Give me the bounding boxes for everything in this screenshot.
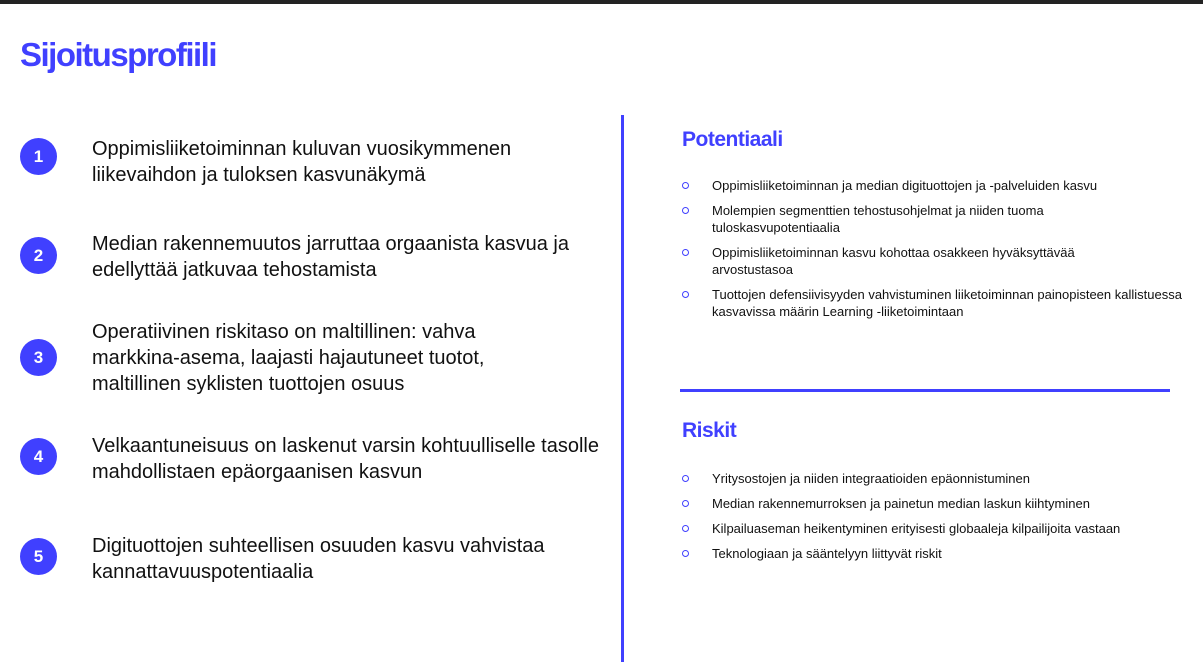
list-item (682, 286, 1192, 320)
item-text: Oppimisliiketoiminnan ja median digituottojen ja -palveluiden kasvu (712, 178, 1098, 193)
point-text: Operatiivinen riskitaso on maltillinen: vahva markkina-asema, laajasti hajautuneet tuotot, maltillinen syklisten tuottojen osuus (92, 321, 485, 395)
point-text: Digituottojen suhteellisen osuuden kasvu vahvistaa kannattavuuspotentiaalia (92, 535, 545, 583)
circle-bullet-icon (682, 475, 689, 482)
circle-bullet-icon (682, 182, 689, 189)
number-badge: 2 (20, 237, 57, 274)
risks-list (682, 470, 1182, 570)
list-item (682, 244, 1122, 278)
page-title: Sijoitusprofiili (20, 36, 216, 73)
number-badge: 4 (20, 438, 57, 475)
number-badge: 3 (20, 339, 57, 376)
point-text: Median rakennemuutos jarruttaa orgaanista kasvua ja edellyttää jatkuvaa tehostamista (92, 233, 569, 281)
circle-bullet-icon (682, 207, 689, 214)
item-text: Oppimisliiketoiminnan kasvu kohottaa osakkeen hyväksyttävää arvostustasoa (712, 245, 1075, 277)
list-item (682, 177, 1182, 194)
top-bar (0, 0, 1203, 4)
item-text: Kilpailuaseman heikentyminen erityisesti globaaleja kilpailijoita vastaan (712, 521, 1121, 536)
circle-bullet-icon (682, 291, 689, 298)
point-text: Oppimisliiketoiminnan kuluvan vuosikymmenen liikevaihdon ja tuloksen kasvunäkymä (92, 138, 512, 186)
number-badge: 1 (20, 138, 57, 175)
circle-bullet-icon (682, 525, 689, 532)
horizontal-divider (680, 389, 1170, 392)
list-item (682, 470, 1182, 487)
list-item (682, 495, 1182, 512)
circle-bullet-icon (682, 550, 689, 557)
list-item (682, 545, 1182, 562)
vertical-divider (621, 115, 624, 662)
risks-heading: Riskit (682, 419, 737, 442)
potential-list (682, 177, 1182, 328)
item-text: Tuottojen defensiivisyyden vahvistuminen liiketoiminnan painopisteen kallistuessa kasvavissa määrin Learning -liiketoimintaan (712, 287, 1182, 319)
potential-heading: Potentiaali (682, 128, 783, 151)
item-text: Yritysostojen ja niiden integraatioiden epäonnistuminen (712, 471, 1030, 486)
point-text: Velkaantuneisuus on laskenut varsin kohtuulliselle tasolle mahdollistaen epäorgaanisen kasvun (92, 435, 599, 483)
list-item (682, 520, 1162, 537)
list-item (682, 202, 1122, 236)
circle-bullet-icon (682, 500, 689, 507)
item-text: Teknologiaan ja sääntelyyn liittyvät riskit (712, 546, 942, 561)
item-text: Median rakennemurroksen ja painetun median laskun kiihtyminen (712, 496, 1090, 511)
item-text: Molempien segmenttien tehostusohjelmat ja niiden tuoma tuloskasvupotentiaalia (712, 203, 1044, 235)
number-badge: 5 (20, 538, 57, 575)
circle-bullet-icon (682, 249, 689, 256)
